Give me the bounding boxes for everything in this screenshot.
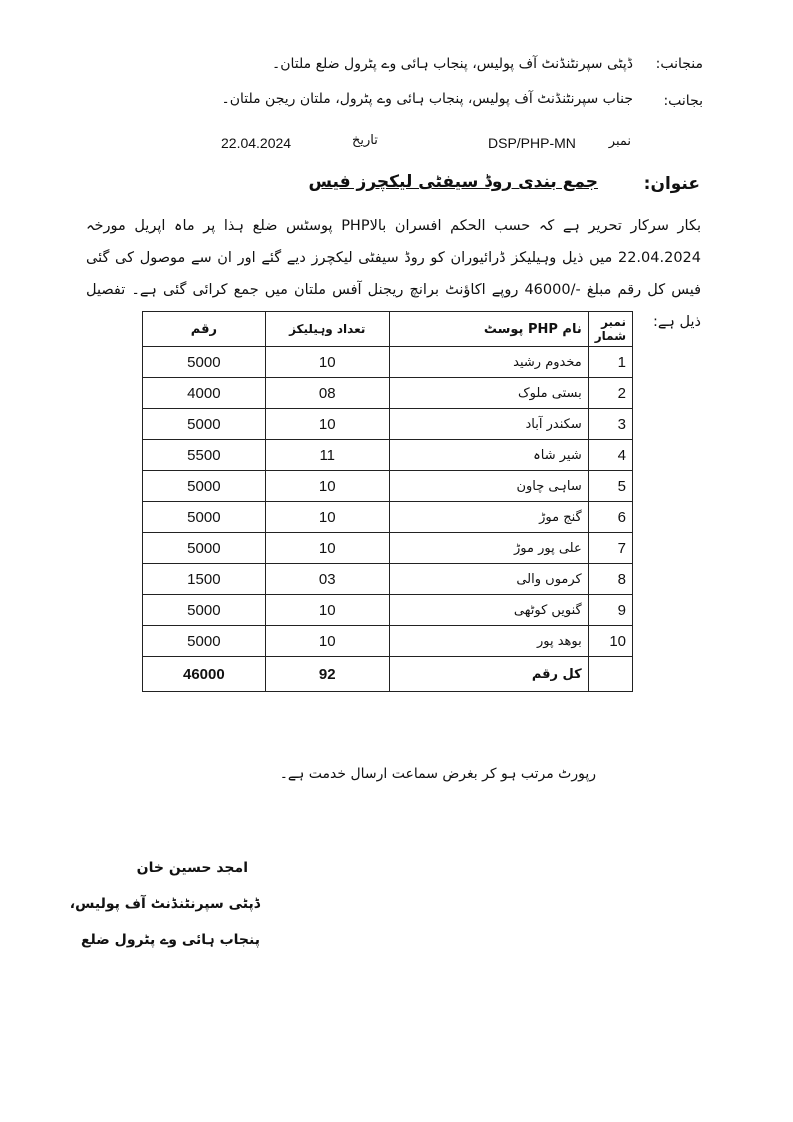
row-post-name: شیر شاہ <box>389 440 588 471</box>
row-post-name: علی پور موڑ <box>389 533 588 564</box>
row-amount: 5000 <box>143 626 266 657</box>
row-count: 10 <box>265 626 389 657</box>
row-serial: 9 <box>588 595 632 626</box>
table-row <box>143 626 633 657</box>
table-total-row <box>143 657 633 692</box>
row-count: 10 <box>265 347 389 378</box>
row-count: 08 <box>265 378 389 409</box>
header-serial: نمبر شمار <box>588 312 632 347</box>
row-amount: 5000 <box>143 471 266 502</box>
from-value: ڈپٹی سپرنٹنڈنٹ آف پولیس، پنجاب ہائی وے پٹرول ضلع ملتان۔ <box>272 56 633 72</box>
table-row <box>143 595 633 626</box>
row-amount: 5000 <box>143 409 266 440</box>
row-serial: 10 <box>588 626 632 657</box>
row-post-name: گنویں کوٹھی <box>389 595 588 626</box>
to-label: بجانب: <box>663 93 703 109</box>
signature-office: پنجاب ہائی وے پٹرول ضلع <box>80 932 260 948</box>
row-serial: 5 <box>588 471 632 502</box>
row-count: 10 <box>265 471 389 502</box>
table-row <box>143 564 633 595</box>
row-count: 10 <box>265 409 389 440</box>
row-serial: 1 <box>588 347 632 378</box>
row-post-name: گنج موڑ <box>389 502 588 533</box>
row-amount: 5000 <box>143 533 266 564</box>
row-serial: 6 <box>588 502 632 533</box>
from-label: منجانب: <box>655 56 703 72</box>
header-count: تعداد وہیلیکز <box>265 312 389 347</box>
signature-name: امجد حسین خان <box>136 860 248 876</box>
table-header-row <box>143 312 633 347</box>
row-amount: 5000 <box>143 595 266 626</box>
table-row <box>143 471 633 502</box>
subject-title: جمع بندی روڈ سیفٹی لیکچرز فیس <box>308 172 598 192</box>
row-serial: 7 <box>588 533 632 564</box>
header-post: نام PHP پوسٹ <box>389 312 588 347</box>
row-post-name: سکندر آباد <box>389 409 588 440</box>
body-paragraph: بکار سرکار تحریر ہے کہ حسب الحکم افسران بالاPHP پوسٹس ضلع ہذا پر ماہ اپریل مورخہ 22.04.2024 میں ذیل وہیلیکز ڈرائیوران کو روڈ سیفٹی لیکچرز دیے گئے اور ان سے موصول کی گئی فیس کل رقم مبلغ -/46000 روپے اکاؤنٹ برانچ ریجنل آفس ملتان میں جمع کرائی گئی ہے۔ تفصیل ذیل ہے: <box>86 218 701 330</box>
total-empty-cell <box>588 657 632 692</box>
number-label: نمبر <box>608 134 631 149</box>
total-label: کل رقم <box>389 657 588 692</box>
to-value: جناب سپرنٹنڈنٹ آف پولیس، پنجاب ہائی وے پٹرول، ملتان ریجن ملتان۔ <box>221 91 633 107</box>
row-serial: 8 <box>588 564 632 595</box>
closing-line: رپورٹ مرتب ہو کر بغرض سماعت ارسال خدمت ہے۔ <box>279 766 596 782</box>
row-post-name: بوھد پور <box>389 626 588 657</box>
row-count: 10 <box>265 595 389 626</box>
table-row <box>143 440 633 471</box>
table-row <box>143 502 633 533</box>
header-amount: رقم <box>143 312 266 347</box>
total-amount: 46000 <box>143 657 266 692</box>
table-row <box>143 347 633 378</box>
row-post-name: بستی ملوک <box>389 378 588 409</box>
date-value: 22.04.2024 <box>221 135 292 151</box>
date-label: تاریخ <box>352 133 378 148</box>
row-serial: 4 <box>588 440 632 471</box>
row-serial: 2 <box>588 378 632 409</box>
row-serial: 3 <box>588 409 632 440</box>
table-row <box>143 409 633 440</box>
total-count: 92 <box>265 657 389 692</box>
row-post-name: ساہی چاون <box>389 471 588 502</box>
row-amount: 4000 <box>143 378 266 409</box>
signature-designation: ڈپٹی سپرنٹنڈنٹ آف پولیس، <box>69 896 260 912</box>
fees-table <box>142 311 633 692</box>
subject-label: عنوان: <box>643 174 700 194</box>
number-value: DSP/PHP-MN <box>488 135 576 151</box>
row-count: 03 <box>265 564 389 595</box>
row-amount: 5000 <box>143 347 266 378</box>
row-count: 11 <box>265 440 389 471</box>
row-count: 10 <box>265 533 389 564</box>
row-post-name: کرموں والی <box>389 564 588 595</box>
row-count: 10 <box>265 502 389 533</box>
row-amount: 5500 <box>143 440 266 471</box>
row-post-name: مخدوم رشید <box>389 347 588 378</box>
table-row <box>143 533 633 564</box>
row-amount: 1500 <box>143 564 266 595</box>
row-amount: 5000 <box>143 502 266 533</box>
table-row <box>143 378 633 409</box>
